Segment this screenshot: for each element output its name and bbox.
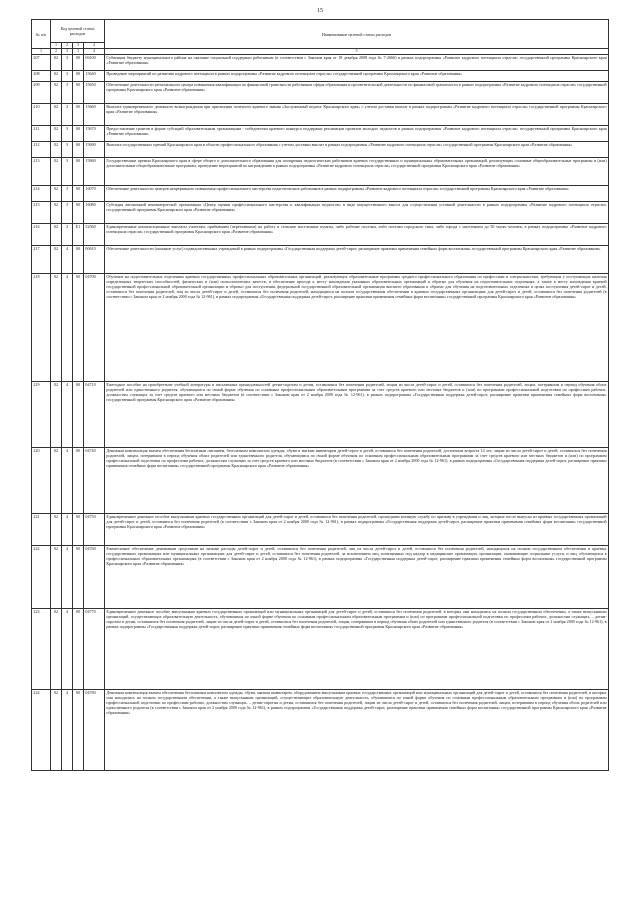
row-description: Предоставление грантов в форме субсидий образовательным организациям - победителям краевого конкурса поддержки реализации проектов молодых педагогов в рамках подпрограммы «Развитие кадрового потенциала отрасли» государственной программы Красноярского края «Развитие образования» [105, 126, 609, 142]
row-description: Ежемесячное обеспечение денежными средствами на личные расходы детей-сирот и детей, оставшихся без попечения родителей, лиц из числа детей-сирот и детей, оставшихся без попечения родителей, находящихся на полном государственном обеспечении в краевых государственных организациях или муниципальных организациях для детей-сирот и детей, оставшихся без попечения родителей, за исключением лиц, помещенных под надзор в медицинские организации, организации, оказывающие социальные услуги, и лиц, обучающихся в профессиональных образовательных организациях (в соответствии с Законом края от 2 ноября 2000 года № 12-961), в рамках подпрограммы «Государственная поддержка детей-сирот, расширение практики применения семейных форм воспитания» государственной программы Красноярского края «Развитие образования» [105, 546, 609, 609]
row-code-part-3: 00 [73, 186, 84, 202]
row-code-part-1: 02 [51, 202, 62, 224]
row-code-part-2: 4 [62, 609, 73, 690]
row-description: Единовременное денежное пособие выпускникам краевых государственных организаций или муниципальных организаций для детей-сирот и детей, оставшихся без попечения родителей, в которых они находились на полном государственном обеспечении, а также выпускникам организаций, осуществляющих образовательную деятельность, обучавшимся по очной форме обучения по основным профессиональным образовательным программам и (или) по программам профессиональной подготовки по профессиям рабочих, должностям служащих, – детям-сиротам и детям, оставшимся без попечения родителей, лицам из числа детей-сирот и детей, оставшихся без попечения родителей, лицам, потерявшим в период обучения обоих родителей или единственного родителя (в соответствии с Законом края от 2 ноября 2000 года № 12-961), в рамках подпрограммы «Государственная поддержка детей-сирот, расширение практики применения семейных форм воспитания» государственной программы Красноярского края «Развитие образования» [105, 609, 609, 690]
row-code-part-2: 3 [62, 224, 73, 246]
row-code-part-2: 3 [62, 158, 73, 186]
row-code-part-3: 00 [73, 55, 84, 71]
row-description: Обеспечение деятельности (оказание услуг) подведомственных учреждений в рамках подпрограммы «Государственная поддержка детей-сирот, расширение практики применения семейных форм воспитания» государственной программы Красноярского края «Развитие образования» [105, 246, 609, 274]
header-index-3: 3 [73, 43, 84, 49]
row-code-part-3: 00 [73, 274, 84, 382]
row-number: 211 [32, 126, 51, 142]
row-code: 04710 [84, 382, 105, 448]
row-number: 224 [32, 690, 51, 771]
row-code-part-2: 3 [62, 82, 73, 104]
page-number: 15 [317, 8, 323, 14]
row-code-part-2: 4 [62, 546, 73, 609]
row-code-part-3: 00 [73, 690, 84, 771]
row-description: Субвенция бюджету муниципального района на оказание социальной поддержки работникам (в соответствии с Законом края от 18 декабря 2008 года № 7-2666) в рамках подпрограммы «Развитие кадрового потенциала отрасли» государственной программы Красноярского края «Развитие образования» [105, 55, 609, 71]
row-number: 220 [32, 448, 51, 514]
row-number: 208 [32, 71, 51, 82]
table-row [32, 224, 609, 246]
row-code-part-1: 02 [51, 82, 62, 104]
row-code-part-3: 00 [73, 609, 84, 690]
row-code: 16070 [84, 186, 105, 202]
row-code: 04760 [84, 546, 105, 609]
row-number: 221 [32, 514, 51, 546]
row-code-part-3: 00 [73, 202, 84, 224]
row-number: 219 [32, 382, 51, 448]
row-code: 15690 [84, 142, 105, 158]
row-code-part-1: 02 [51, 55, 62, 71]
row-code: 04750 [84, 514, 105, 546]
table-row [32, 546, 609, 609]
row-code-part-1: 02 [51, 158, 62, 186]
table-row [32, 514, 609, 546]
row-code-part-3: 00 [73, 104, 84, 126]
row-code: 16080 [84, 202, 105, 224]
table-row [32, 158, 609, 186]
table-row [32, 246, 609, 274]
row-code-part-2: 3 [62, 55, 73, 71]
row-code-part-2: 4 [62, 690, 73, 771]
row-description: Единовременные компенсационные выплаты учителям, прибывшим (переехавшим) на работу в сельские населенные пункты, либо рабочие поселки, либо поселки городского типа, либо города с населением до 50 тысяч человек, в рамках подпрограммы «Развитие кадрового потенциала отрасли» государственной программы Красноярского края «Развитие образования» [105, 224, 609, 246]
row-code-part-2: 3 [62, 126, 73, 142]
table-row [32, 382, 609, 448]
row-code-part-2: 3 [62, 202, 73, 224]
row-description: Проведение мероприятий по развитию кадрового потенциала в рамках подпрограммы «Развитие кадрового потенциала отрасли» государственной программы Красноярского края «Развитие образования» [105, 71, 609, 82]
table-row [32, 71, 609, 82]
column-index-2: 2 [51, 49, 62, 55]
table-row [32, 55, 609, 71]
row-number: 209 [32, 82, 51, 104]
row-code-part-1: 02 [51, 71, 62, 82]
header-index-2: 2 [62, 43, 73, 49]
row-code-part-2: 3 [62, 71, 73, 82]
row-code: 00610 [84, 246, 105, 274]
row-description: Обеспечение деятельности регионального центра повышения квалификации по финансовой грамотности работников сферы образования и просветительской деятельности по финансовой грамотности в рамках подпрограммы «Развитие кадрового потенциала отрасли» государственной программы Красноярского края «Развитие образования» [105, 82, 609, 104]
table-row [32, 104, 609, 126]
row-code-part-1: 02 [51, 126, 62, 142]
row-code-part-3: E1 [73, 224, 84, 246]
row-number: 216 [32, 224, 51, 246]
row-description: Государственные премии Красноярского края в сфере общего и дополнительного образования для поощрения педагогических работников краевых государственных и муниципальных образовательных организаций, реализующих основные общеобразовательные программы и (или) дополнительные общеобразовательные программы, проведение мероприятий по награждению в рамках подпрограммы «Развитие кадрового потенциала отрасли» государственной программы Красноярского края «Развитие образования» [105, 158, 609, 186]
row-code-part-1: 02 [51, 186, 62, 202]
column-index-code: 4 [84, 49, 105, 55]
table-row [32, 448, 609, 514]
table-row [32, 82, 609, 104]
row-description: Обучение на подготовительных отделениях краевых государственных профессиональных образовательных организаций, реализующих образовательные программы среднего профессионального образования по профессиям и специальностям, требующим у поступающих наличия определенных творческих способностей, физических и (или) психологических качеств, и обеспечение проезда к месту нахождения указанных образовательных организаций и обратно для обучения на подготовительных отделениях, а также к месту нахождения краевой государственной профессиональной образовательной организации и обратно для поступления, федеральной государственной образовательной организации высшего образования и обратно для обучения на подготовительных отделениях в целях поступления детей-сирот и детей, оставшихся без попечения родителей, лиц из числа детей-сирот и детей, оставшихся без попечения родителей, находящихся на полном государственном обеспечении в краевых государственных организациях для детей-сирот и детей, оставшихся без попечения родителей (в соответствии с Законом края от 2 ноября 2000 года № 12-961), в рамках подпрограммы «Государственная поддержка детей-сирот, расширение практики применения семейных форм воспитания» государственной программы Красноярского края «Развитие образования» [105, 274, 609, 382]
row-code: 15640 [84, 71, 105, 82]
row-code-part-3: 00 [73, 448, 84, 514]
row-code-part-3: 00 [73, 126, 84, 142]
header-index-1: 1 [51, 43, 62, 49]
row-code: 15650 [84, 82, 105, 104]
table-row [32, 202, 609, 224]
column-index-5: 5 [105, 49, 609, 55]
table-body [32, 55, 609, 771]
row-code-part-1: 02 [51, 448, 62, 514]
header-number: № п/п [32, 20, 51, 49]
row-code-part-3: 00 [73, 382, 84, 448]
row-description: Обеспечение деятельности центров непрерывного повышения профессионального мастерства педагогических работников в рамках подпрограммы «Развитие кадрового потенциала отрасли» государственной программы Красноярского края «Развитие образования» [105, 186, 609, 202]
row-code: 15660 [84, 104, 105, 126]
row-number: 223 [32, 609, 51, 690]
row-code: 06100 [84, 55, 105, 71]
row-number: 222 [32, 546, 51, 609]
row-code-part-3: 00 [73, 246, 84, 274]
row-number: 212 [32, 142, 51, 158]
row-description: Выплата государственных премий Красноярского края в области профессионального образования с учетом доставки выплат в рамках подпрограммы «Развитие кадрового потенциала отрасли» государственной программы Красноярского края «Развитие образования» [105, 142, 609, 158]
row-code-part-1: 02 [51, 224, 62, 246]
row-number: 217 [32, 246, 51, 274]
row-code-part-1: 02 [51, 246, 62, 274]
row-code-part-2: 3 [62, 142, 73, 158]
row-code: 15670 [84, 126, 105, 142]
row-description: Денежная компенсация взамен обеспечения бесплатным комплектом одежды, обуви, мягким инвентарем, оборудованием выпускникам краевых государственных организаций или муниципальных организаций для детей-сирот и детей, оставшихся без попечения родителей, в которых они находились на полном государственном обеспечении, а также выпускникам организаций, осуществляющих образовательную деятельность, обучавшимся по очной форме обучения по основным профессиональным образовательным программам и (или) по программам профессиональной подготовки по профессиям рабочих, должностям служащих, – детям-сиротам и детям, оставшимся без попечения родителей, лицам из числа детей-сирот и детей, оставшихся без попечения родителей, лицам, потерявшим в период обучения обоих родителей или единственного родителя (в соответствии с Законом края от 2 ноября 2000 года № 12-961), в рамках подпрограммы «Государственная поддержка детей-сирот, расширение практики применения семейных форм воспитания» государственной программы Красноярского края «Развитие образования» [105, 690, 609, 771]
row-code-part-1: 02 [51, 382, 62, 448]
row-description: Денежная компенсация взамен обеспечения бесплатным питанием, бесплатным комплектом одежды, обуви и мягким инвентарем детей-сирот и детей, оставшихся без попечения родителей, достигшим возраста 14 лет, лицам из числа детей-сирот и детей, оставшихся без попечения родителей, лицам, потерявшим в период обучения обоих родителей или единственного родителя, обучающимся по очной форме обучения по основным профессиональным образовательным программам за счет средств краевого или местных бюджетов и (или) по программам профессиональной подготовки по профессиям рабочих, должностям служащих за счет средств краевого или местных бюджетов (в соответствии с Законом края от 2 ноября 2000 года № 12-961), в рамках подпрограммы «Государственная поддержка детей-сирот, расширение практики применения семейных форм воспитания» государственной программы Красноярского края «Развитие образования» [105, 448, 609, 514]
row-description: Ежегодное пособие на приобретение учебной литературы и письменных принадлежностей детям-сиротам и детям, оставшимся без попечения родителей, лицам из числа детей-сирот и детей, оставшихся без попечения родителей, лицам, потерявшим в период обучения обоих родителей или единственного родителя, обучающимся по очной форме обучения по основным профессиональным образовательным программам за счет средств краевого или местных бюджетов и (или) по программам профессиональной подготовки по профессиям рабочих, должностям служащих за счет средств краевого или местных бюджетов (в соответствии с Законом края от 2 ноября 2000 года № 12-961), в рамках подпрограммы «Государственная поддержка детей-сирот, расширение практики применения семейных форм воспитания» государственной программы Красноярского края «Развитие образования» [105, 382, 609, 448]
row-code: 04740 [84, 448, 105, 514]
row-code-part-2: 3 [62, 104, 73, 126]
row-code: 04770 [84, 609, 105, 690]
row-code-part-1: 02 [51, 514, 62, 546]
target-articles-table [31, 19, 609, 771]
row-number: 207 [32, 55, 51, 71]
row-number: 218 [32, 274, 51, 382]
row-code-part-2: 4 [62, 448, 73, 514]
row-code-part-2: 3 [62, 186, 73, 202]
row-code-part-1: 02 [51, 609, 62, 690]
row-code-part-1: 02 [51, 546, 62, 609]
row-code-part-1: 02 [51, 104, 62, 126]
header-article-name: Наименование целевой статьи расходов [105, 20, 609, 49]
row-number: 210 [32, 104, 51, 126]
table-row [32, 690, 609, 771]
row-number: 214 [32, 186, 51, 202]
row-description: Единовременное денежное пособие выпускникам краевых государственных организаций для детей-сирот и детей, оставшихся без попечения родителей, прошедшим военную службу по призыву в учреждении и лиц, которые после выпуска из краевых государственных организаций для детей-сирот и детей, оставшихся без попечения родителей (в соответствии с Законом края от 2 ноября 2000 года № 12-961), в рамках подпрограммы «Государственная поддержка детей-сирот, расширение практики применения семейных форм воспитания» государственной программы Красноярского края «Развитие образования» [105, 514, 609, 546]
row-code: 04700 [84, 274, 105, 382]
row-code-part-3: 00 [73, 546, 84, 609]
column-index-3: 3 [62, 49, 73, 55]
row-code: 52560 [84, 224, 105, 246]
header-code-group: Код целевой статьи расходов [51, 20, 105, 43]
row-code-part-3: 00 [73, 71, 84, 82]
row-code: 04780 [84, 690, 105, 771]
row-code-part-2: 4 [62, 246, 73, 274]
row-code-part-3: 00 [73, 514, 84, 546]
row-number: 215 [32, 202, 51, 224]
row-code-part-3: 00 [73, 142, 84, 158]
header-index-4: 4 [84, 43, 105, 49]
table-row [32, 274, 609, 382]
column-index-4: 3 [73, 49, 84, 55]
row-code-part-1: 02 [51, 690, 62, 771]
row-code-part-2: 4 [62, 382, 73, 448]
table-row [32, 142, 609, 158]
table-row [32, 186, 609, 202]
row-code-part-2: 4 [62, 274, 73, 382]
row-code-part-1: 02 [51, 274, 62, 382]
table-row [32, 609, 609, 690]
column-index-1: 1 [32, 49, 51, 55]
row-code-part-2: 4 [62, 514, 73, 546]
row-code-part-3: 00 [73, 82, 84, 104]
row-code: 15860 [84, 158, 105, 186]
row-code-part-3: 00 [73, 158, 84, 186]
table-row [32, 126, 609, 142]
row-description: Выплата единовременного денежного вознаграждения при присвоении почетного краевого звания «Заслуженный педагог Красноярского края» с учетом доставки выплат в рамках подпрограммы «Развитие кадрового потенциала отрасли» государственной программы Красноярского края «Развитие образования» [105, 104, 609, 126]
row-number: 213 [32, 158, 51, 186]
row-code-part-1: 02 [51, 142, 62, 158]
row-description: Субсидия автономной некоммерческой организации «Центр оценки профессионального мастерства и квалификации педагогов» в виде имущественного взноса для осуществления уставной деятельности в рамках подпрограммы «Развитие кадрового потенциала отрасли» государственной программы Красноярского края «Развитие образования» [105, 202, 609, 224]
